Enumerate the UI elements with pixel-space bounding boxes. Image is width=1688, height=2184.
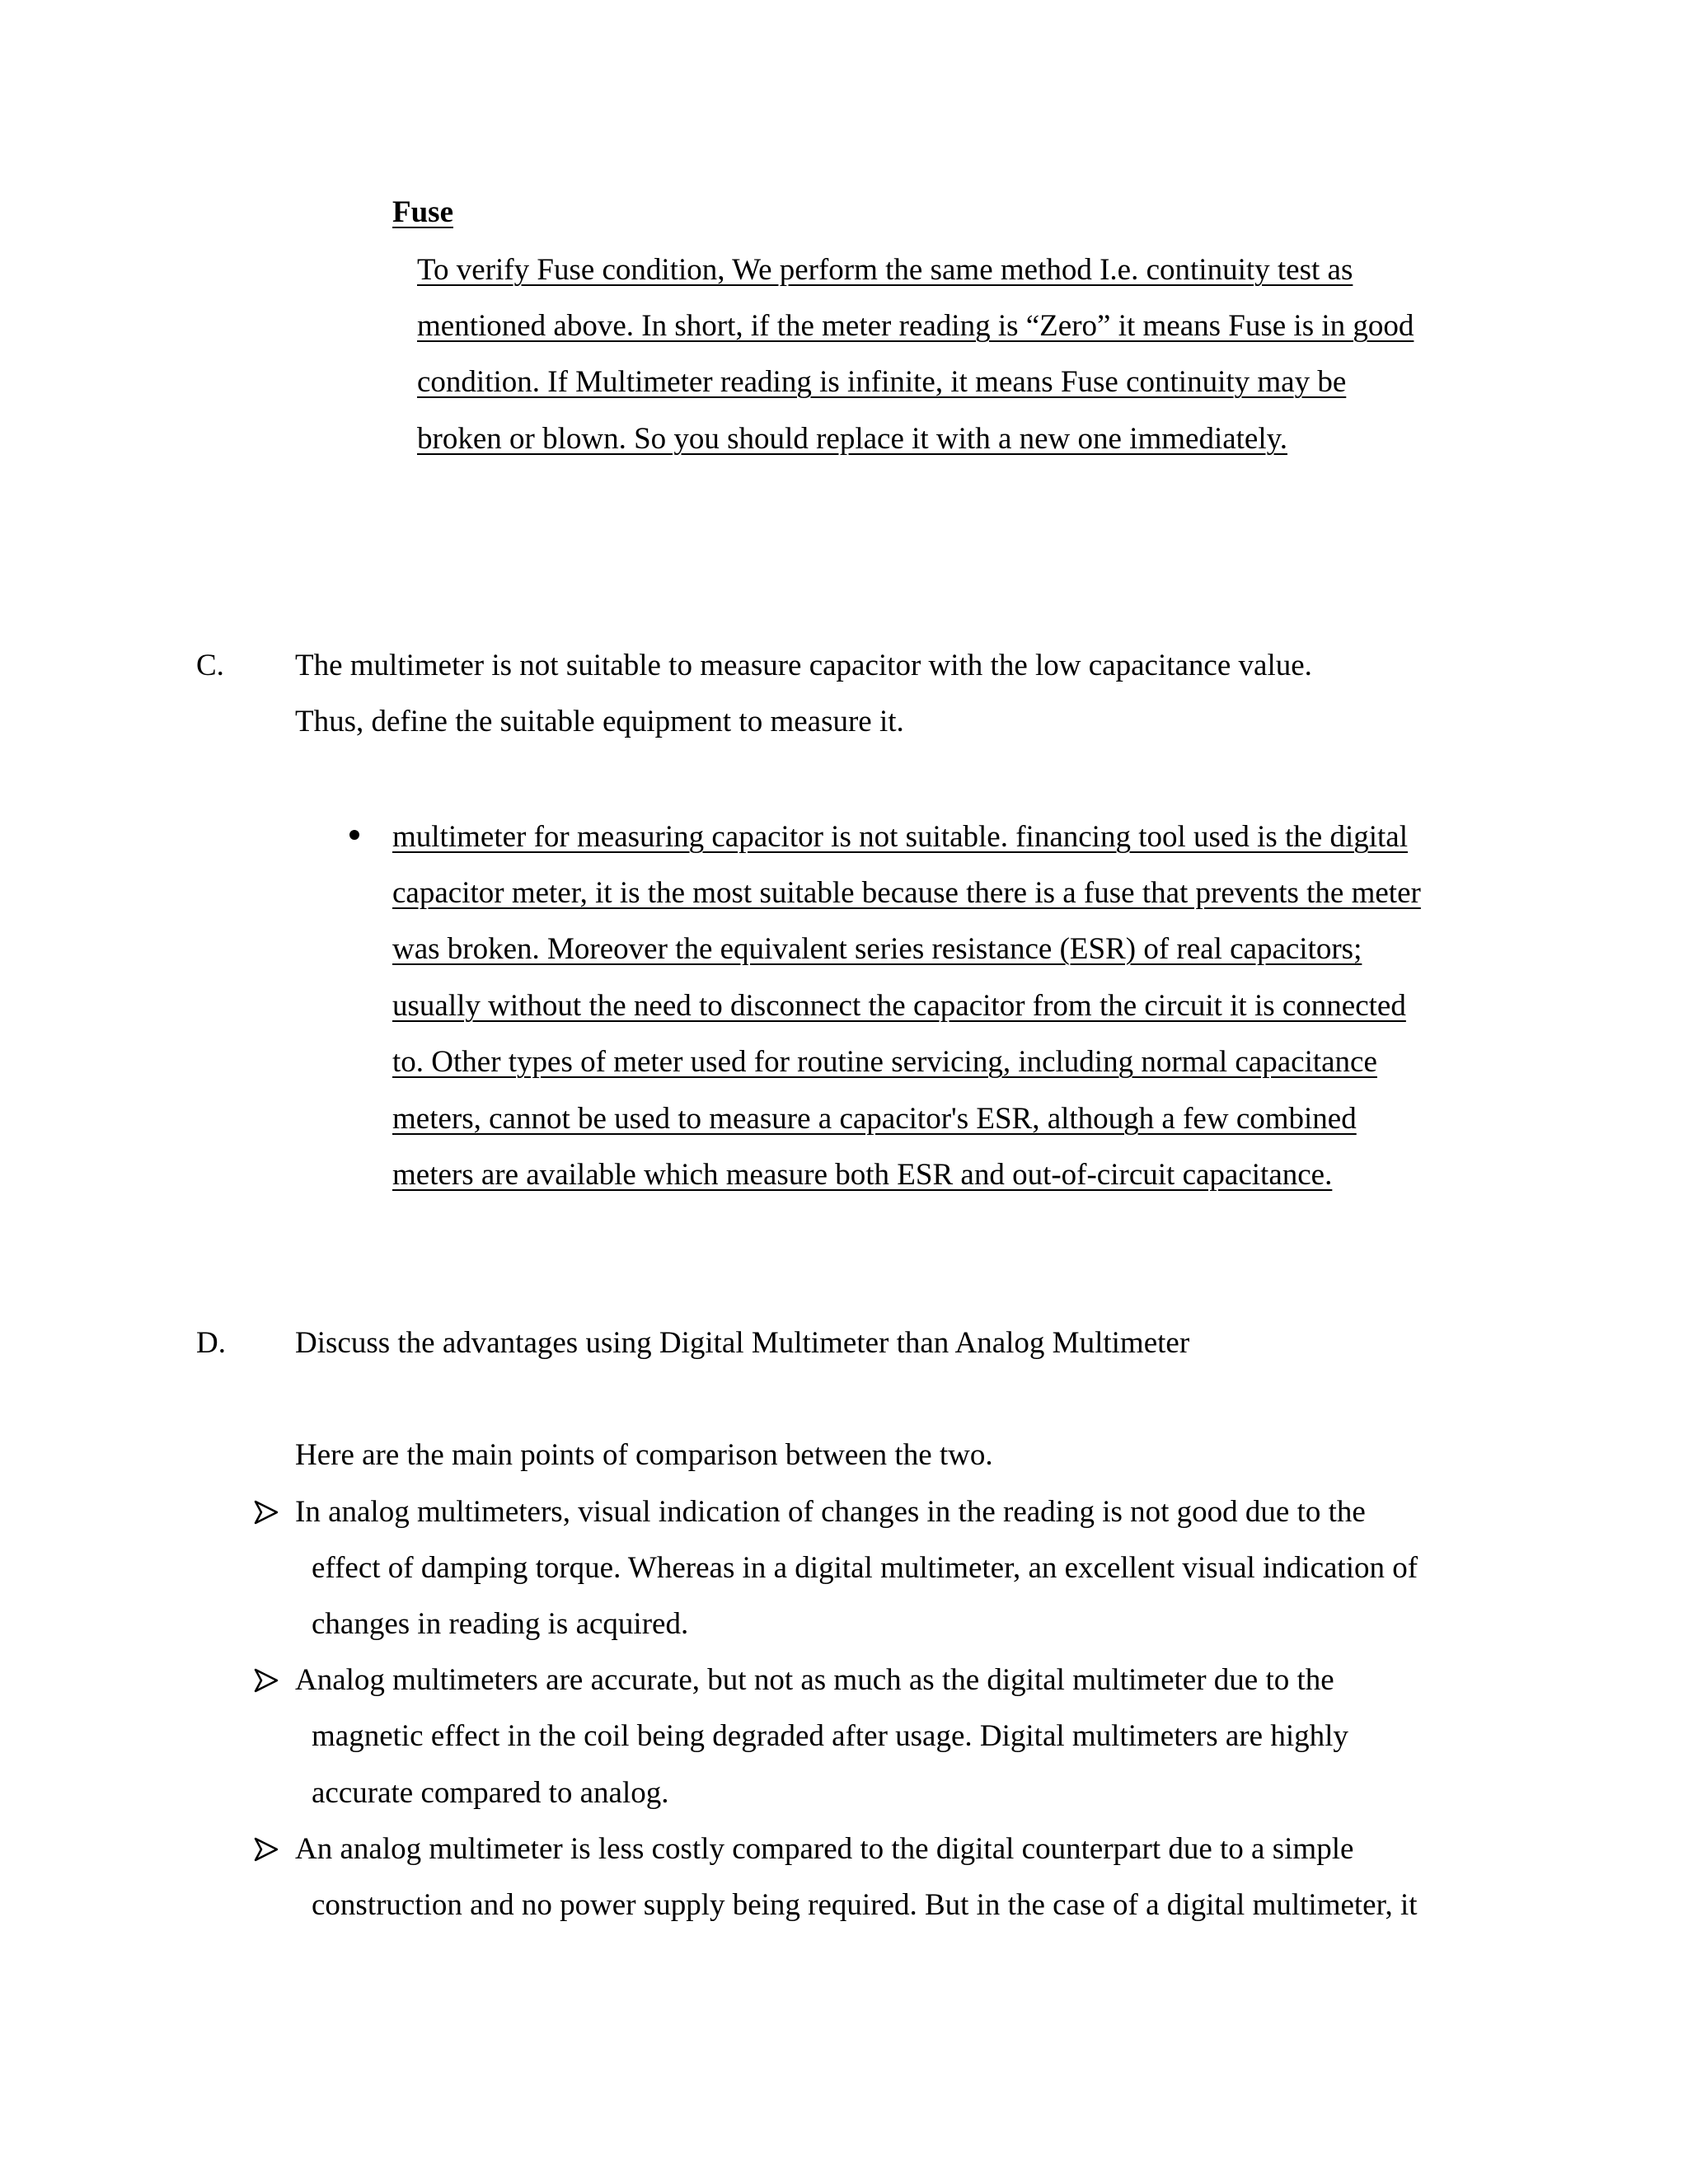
point-2-line-3: accurate compared to analog. [312,1776,669,1810]
point-3-line-2: construction and no power supply being required. But in the case of a digital multimeter, it [312,1888,1418,1922]
point-1-line-2: effect of damping torque. Whereas in a digital multimeter, an excellent visual indication of [312,1551,1418,1585]
section-c-question-line-1: The multimeter is not suitable to measure capacitor with the low capacitance value. [295,649,1312,682]
section-c-question-line-2: Thus, define the suitable equipment to measure it. [295,705,904,738]
section-c-answer-line-4: usually without the need to disconnect the capacitor from the circuit it is connected [392,989,1406,1023]
section-c-answer-line-6: meters, cannot be used to measure a capacitor's ESR, although a few combined [392,1102,1357,1136]
point-2-line-1: Analog multimeters are accurate, but not as much as the digital multimeter due to the [295,1663,1334,1697]
fuse-line-2: mentioned above. In short, if the meter reading is “Zero” it means Fuse is in good [417,309,1414,343]
section-c-answer-line-5: to. Other types of meter used for routine servicing, including normal capacitance [392,1045,1377,1079]
point-2-line-2: magnetic effect in the coil being degraded after usage. Digital multimeters are highly [312,1719,1348,1753]
point-3-line-1: An analog multimeter is less costly compared to the digital counterpart due to a simple [295,1832,1354,1866]
section-c-answer-line-1: multimeter for measuring capacitor is not suitable. financing tool used is the digital [392,820,1409,854]
section-c-answer-line-7: meters are available which measure both ESR and out-of-circuit capacitance. [392,1158,1333,1192]
section-c-answer-line-2: capacitor meter, it is the most suitable because there is a fuse that prevents the meter [392,876,1421,910]
section-c-label: C. [196,649,224,682]
bullet-dot-icon [349,830,359,840]
fuse-heading: Fuse [392,195,453,229]
fuse-line-3: condition. If Multimeter reading is infinite, it means Fuse continuity may be [417,365,1347,399]
fuse-line-4: broken or blown. So you should replace it with a new one immediately. [417,422,1287,456]
section-c-answer-line-3: was broken. Moreover the equivalent series resistance (ESR) of real capacitors; [392,932,1362,966]
point-1-line-1: In analog multimeters, visual indication of changes in the reading is not good due to the [295,1495,1366,1529]
section-d-label: D. [196,1326,226,1360]
section-d-question: Discuss the advantages using Digital Multimeter than Analog Multimeter [295,1326,1190,1360]
fuse-line-1: To verify Fuse condition, We perform the same method I.e. continuity test as [417,253,1353,287]
section-d-intro: Here are the main points of comparison between the two. [295,1438,993,1472]
point-1-line-3: changes in reading is acquired. [312,1607,689,1641]
